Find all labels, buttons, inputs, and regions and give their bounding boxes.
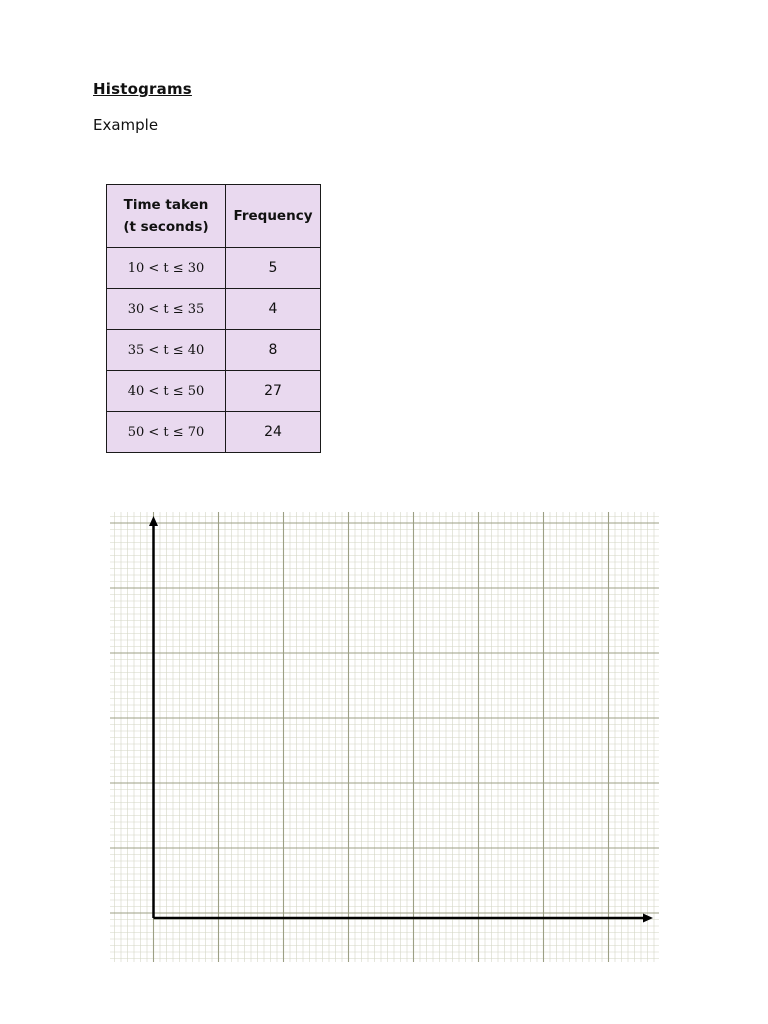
table-row xyxy=(107,371,321,412)
interval-cell: 30 < t ≤ 35 xyxy=(107,289,226,330)
frequency-cell: 4 xyxy=(226,289,321,330)
table-row xyxy=(107,248,321,289)
frequency-cell: 8 xyxy=(226,330,321,371)
axes xyxy=(149,516,653,923)
time-taken-header-line2: (t seconds) xyxy=(123,219,209,235)
frequency-cell: 27 xyxy=(226,371,321,412)
table-row xyxy=(107,330,321,371)
table-header-row xyxy=(107,185,321,248)
time-taken-header xyxy=(107,185,226,248)
x-axis-arrow-icon xyxy=(643,914,653,923)
interval-cell: 40 < t ≤ 50 xyxy=(107,371,226,412)
frequency-cell: 24 xyxy=(226,412,321,453)
table-row xyxy=(107,289,321,330)
graph-paper-svg xyxy=(110,512,659,962)
frequency-table xyxy=(106,184,321,453)
interval-cell: 10 < t ≤ 30 xyxy=(107,248,226,289)
y-axis-arrow-icon xyxy=(149,516,158,526)
minor-grid-lines xyxy=(110,512,659,962)
interval-cell: 50 < t ≤ 70 xyxy=(107,412,226,453)
table-row xyxy=(107,412,321,453)
graph-paper xyxy=(110,512,659,962)
page-heading: Histograms xyxy=(93,80,192,98)
example-label: Example xyxy=(93,116,159,134)
time-taken-header-line1: Time taken xyxy=(123,197,209,213)
frequency-header: Frequency xyxy=(226,185,321,248)
interval-cell: 35 < t ≤ 40 xyxy=(107,330,226,371)
frequency-cell: 5 xyxy=(226,248,321,289)
